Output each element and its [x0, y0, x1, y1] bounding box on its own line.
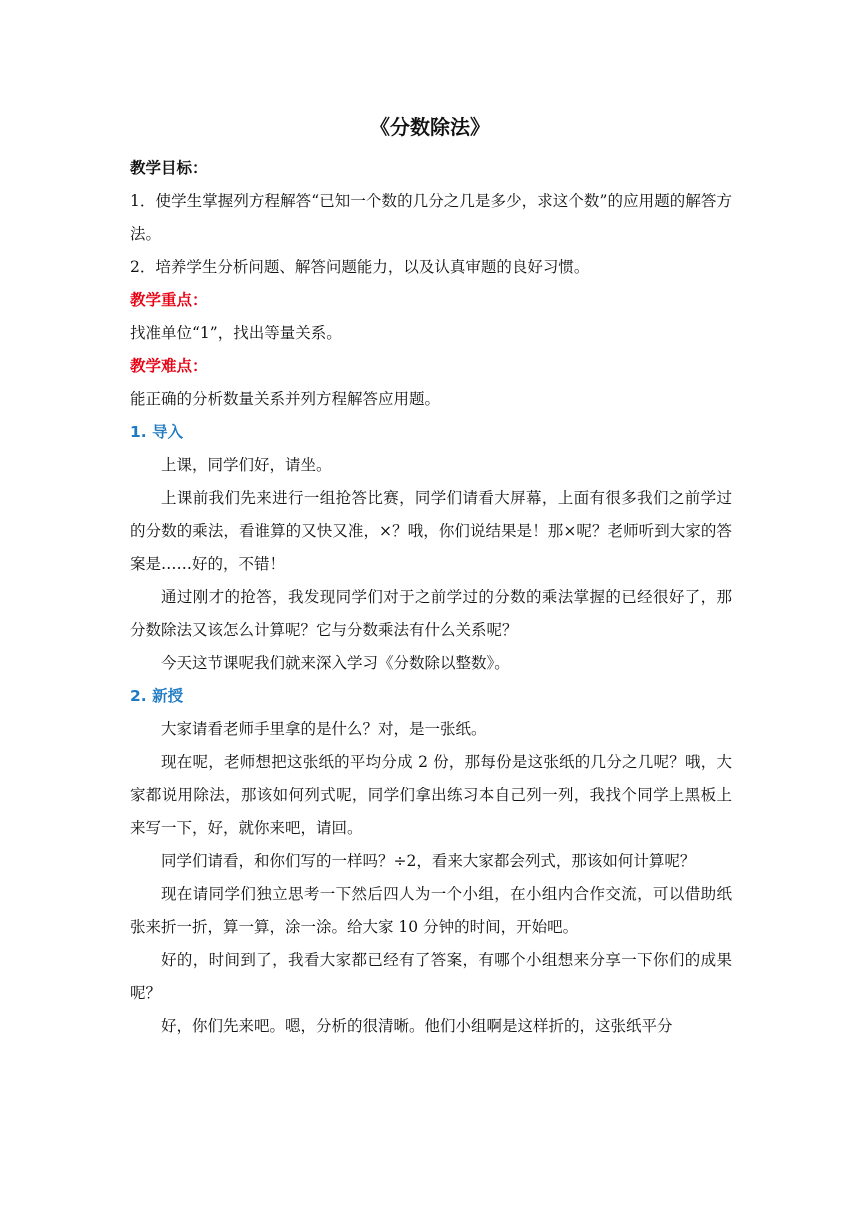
objective-item: 2．培养学生分析问题、解答问题能力，以及认真审题的良好习惯。: [130, 258, 590, 276]
section-heading-intro: 1. 导入: [130, 423, 184, 441]
paragraph: 大家请看老师手里拿的是什么？对，是一张纸。: [161, 720, 487, 738]
keypoint-text: 找准单位“1”，找出等量关系。: [130, 324, 342, 342]
paragraph: 同学们请看，和你们写的一样吗？÷2，看来大家都会列式，那该如何计算呢？: [161, 852, 696, 870]
paragraph: 现在呢，老师想把这张纸的平均分成 2 份，那每份是这张纸的几分之几呢？哦，大家都说用除法，那该如何列式呢，同学们拿出练习本自己列一列，我找个同学上黑板上来写一下，好，就你来吧，请回。: [130, 753, 732, 837]
document-body: [130, 152, 732, 1043]
objective-item: 1．使学生掌握列方程解答“已知一个数的几分之几是多少，求这个数”的应用题的解答方法。: [130, 192, 732, 243]
difficulty-heading: 教学难点：: [130, 357, 208, 375]
section-heading-new-lesson: 2. 新授: [130, 687, 184, 705]
objectives-heading: 教学目标：: [130, 159, 208, 177]
paragraph: 今天这节课呢我们就来深入学习《分数除以整数》。: [161, 654, 510, 672]
difficulty-text: 能正确的分析数量关系并列方程解答应用题。: [130, 390, 441, 408]
paragraph: 好的，时间到了，我看大家都已经有了答案，有哪个小组想来分享一下你们的成果呢？: [130, 951, 732, 1002]
keypoint-heading: 教学重点：: [130, 291, 208, 309]
paragraph: 好，你们先来吧。嗯，分析的很清晰。他们小组啊是这样折的，这张纸平分: [161, 1017, 673, 1035]
document-title: 《分数除法》: [370, 115, 490, 139]
paragraph: 上课，同学们好，请坐。: [161, 456, 332, 474]
paragraph: 通过刚才的抢答，我发现同学们对于之前学过的分数的乘法掌握的已经很好了，那分数除法又该怎么计算呢？它与分数乘法有什么关系呢？: [130, 588, 732, 639]
paragraph: 上课前我们先来进行一组抢答比赛，同学们请看大屏幕，上面有很多我们之前学过的分数的乘法，看谁算的又快又准，×？哦，你们说结果是！那×呢？老师听到大家的答案是……好的，不错！: [130, 489, 732, 573]
paragraph: 现在请同学们独立思考一下然后四人为一个小组，在小组内合作交流，可以借助纸张来折一折，算一算，涂一涂。给大家 10 分钟的时间，开始吧。: [130, 885, 732, 936]
